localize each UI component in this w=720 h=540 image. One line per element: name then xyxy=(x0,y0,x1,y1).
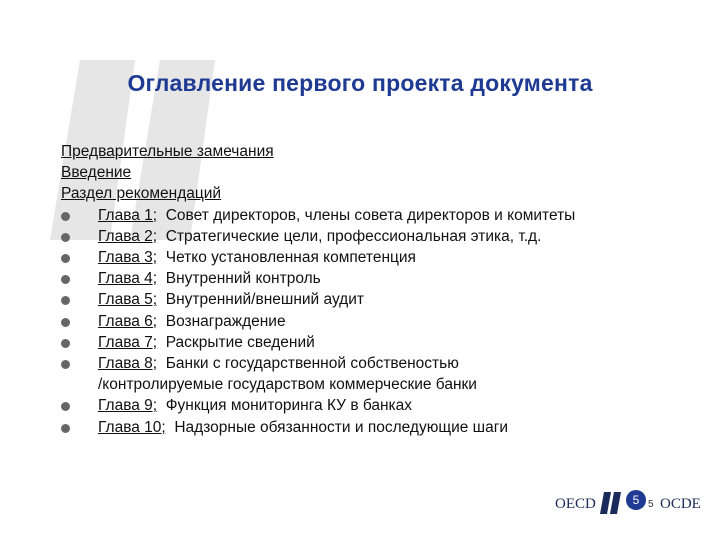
toc-intro-introduction: Введение xyxy=(61,164,132,182)
toc-chapter-5 xyxy=(61,289,701,310)
chapter-label: Глава 1; xyxy=(98,206,158,224)
chapter-text: Вознаграждение xyxy=(165,312,286,330)
toc-chapter-3 xyxy=(61,247,701,268)
ocde-logo-text: OCDE xyxy=(660,496,701,512)
toc-chapter-4 xyxy=(61,268,701,289)
toc-chapter-8 xyxy=(61,353,701,374)
chapter-label: Глава 4; xyxy=(98,270,158,288)
chapter-text: Четко установленная компетенция xyxy=(165,249,416,267)
chapter-text: Надзорные обязанности и последующие шаги xyxy=(174,418,509,436)
chapter-label: Глава 6; xyxy=(98,312,158,330)
oecd-logo-text: OECD xyxy=(555,496,596,512)
toc-chapter-8-continuation: /контролируемые государством коммерческие банки xyxy=(98,376,477,394)
chapter-label: Глава 7; xyxy=(98,333,158,351)
chapter-text: Внутренний/внешний аудит xyxy=(165,291,364,309)
bullet-icon xyxy=(61,275,70,284)
chapter-label: Глава 2; xyxy=(98,227,158,245)
bullet-icon xyxy=(61,254,70,263)
bullet-icon xyxy=(61,212,70,221)
chapter-label: Глава 10; xyxy=(98,418,166,436)
chapter-text: Банки с государственной собственостью xyxy=(165,355,459,373)
toc-chapter-9 xyxy=(61,395,701,416)
bullet-icon xyxy=(61,424,70,433)
chapter-text: Функция мониторинга КУ в банках xyxy=(165,397,413,415)
page-number-badge: 5 xyxy=(626,490,646,510)
bullet-icon xyxy=(61,296,70,305)
chapter-label: Глава 5; xyxy=(98,291,158,309)
chapter-text: Внутренний контроль xyxy=(165,270,321,288)
chapter-text: Раскрытие сведений xyxy=(165,333,315,351)
toc-chapter-6 xyxy=(61,311,701,332)
toc-intro-recommendations: Раздел рекомендаций xyxy=(61,185,222,203)
bullet-icon xyxy=(61,402,70,411)
footer-logo xyxy=(548,488,708,518)
toc-intro-preliminary: Предварительные замечания xyxy=(61,143,274,160)
toc-chapter-7 xyxy=(61,332,701,353)
page-number-small: 5 xyxy=(648,499,654,510)
oecd-quote-icon xyxy=(598,490,628,516)
page-title: Оглавление первого проекта документа xyxy=(127,70,593,96)
bullet-icon xyxy=(61,360,70,369)
chapter-label: Глава 8; xyxy=(98,355,158,373)
chapter-text: Совет директоров, члены совета директоров и комитеты xyxy=(165,206,576,224)
toc-content xyxy=(61,141,701,438)
chapter-label: Глава 3; xyxy=(98,249,158,267)
toc-chapter-10 xyxy=(61,417,701,438)
chapter-label: Глава 9; xyxy=(98,397,158,415)
bullet-icon xyxy=(61,318,70,327)
bullet-icon xyxy=(61,339,70,348)
toc-chapter-2 xyxy=(61,226,701,247)
chapter-text: Стратегические цели, профессиональная этика, т.д. xyxy=(165,227,542,245)
bullet-icon xyxy=(61,233,70,242)
toc-chapter-1 xyxy=(61,205,701,226)
